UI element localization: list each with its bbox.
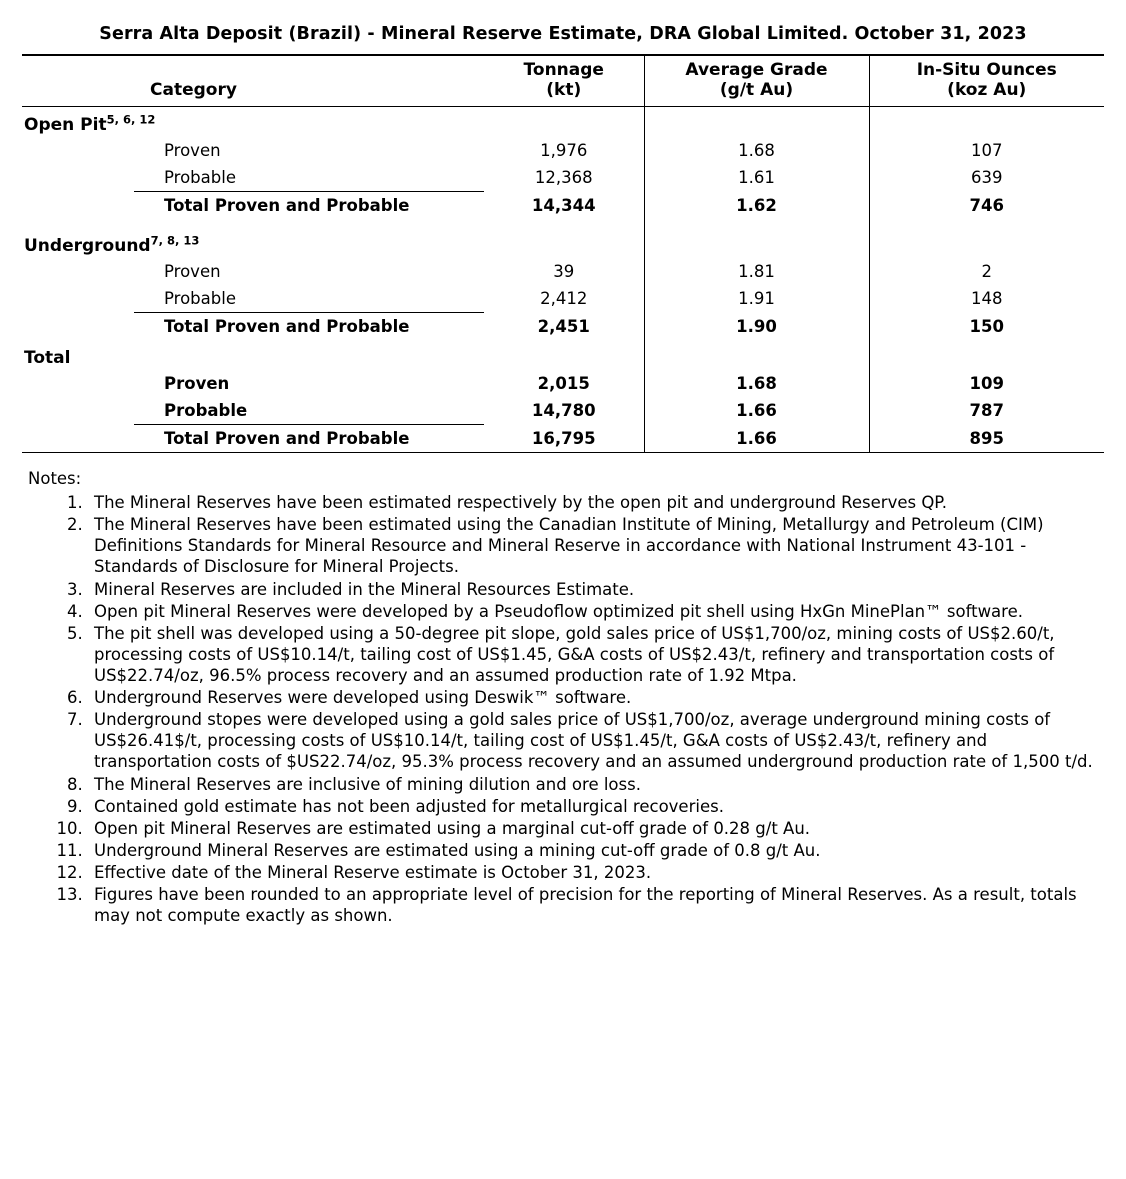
row-ounces: 746 (869, 192, 1104, 220)
row-ounces: 895 (869, 425, 1104, 453)
list-item: 10. Open pit Mineral Reserves are estimated using a marginal cut-off grade of 0.28 g/t Au. (88, 818, 1104, 839)
row-grade: 1.61 (644, 164, 869, 192)
section-label-underground: Underground (24, 236, 151, 257)
row-indent (22, 370, 134, 397)
section-pad-2 (644, 228, 869, 258)
header-grade (644, 55, 869, 107)
section-pad-1 (484, 107, 644, 138)
list-item: 8. The Mineral Reserves are inclusive of mining dilution and ore loss. (88, 774, 1104, 795)
row-ounces: 639 (869, 164, 1104, 192)
table-row-total (22, 425, 1104, 453)
row-tonnage: 2,015 (537, 374, 590, 394)
section-header-open-pit (22, 107, 1104, 138)
rule-cell (644, 453, 869, 454)
table-row-total (22, 313, 1104, 341)
row-grade: 1.68 (644, 137, 869, 164)
header-tonnage (484, 55, 644, 107)
section-header-underground (22, 228, 1104, 258)
row-grade: 1.90 (644, 313, 869, 341)
section-pad-3 (869, 340, 1104, 370)
row-tonnage: 14,344 (531, 195, 596, 215)
list-item: 1. The Mineral Reserves have been estimated respectively by the open pit and underground Reserves QP. (88, 492, 1104, 513)
row-ounces: 109 (869, 370, 1104, 397)
row-grade: 1.81 (644, 258, 869, 285)
list-item: 9. Contained gold estimate has not been adjusted for metallurgical recoveries. (88, 796, 1104, 817)
row-grade: 1.68 (644, 370, 869, 397)
list-item: 13. Figures have been rounded to an appropriate level of precision for the reporting of Mineral Reserves. As a result, totals may not compute exactly as shown. (88, 884, 1104, 926)
row-category: Probable (134, 397, 484, 425)
row-tonnage: 39 (553, 262, 575, 282)
section-label-open-pit: Open Pit (24, 115, 107, 136)
row-tonnage: 12,368 (534, 168, 593, 188)
notes-list (22, 492, 1104, 926)
header-grade-unit: (g/t Au) (719, 80, 794, 101)
row-category: Total Proven and Probable (164, 196, 410, 216)
section-pad-3 (869, 107, 1104, 138)
row-tonnage: 2,451 (537, 316, 590, 336)
row-category: Total Proven and Probable (164, 317, 410, 337)
spacer-cell (22, 219, 134, 228)
section-footnotes-open-pit: 5, 6, 12 (106, 112, 156, 127)
section-label-cell (22, 107, 484, 138)
header-blank (22, 55, 134, 107)
section-pad-3 (869, 228, 1104, 258)
table-row (22, 258, 1104, 285)
row-indent (22, 192, 134, 220)
header-grade-label: Average Grade (685, 60, 828, 80)
rule-cell (869, 453, 1104, 454)
row-indent (22, 397, 134, 425)
section-label-cell (22, 340, 484, 370)
header-tonnage-label: Tonnage (523, 60, 604, 80)
spacer-cell (484, 219, 644, 228)
list-item: 5. The pit shell was developed using a 50-degree pit slope, gold sales price of US$1,700/oz, mining costs of US$2.60/t, processing costs of US$10.14/t, tailing cost of US$1.45, G&A costs of US$2.43/t, refinery and transportation costs of US$22.74/oz, 96.5% process recovery and an assumed production rate of 1.92 Mtpa. (88, 623, 1104, 686)
list-item: 11. Underground Mineral Reserves are estimated using a mining cut-off grade of 0.8 g/t Au. (88, 840, 1104, 861)
list-item: 7. Underground stopes were developed using a gold sales price of US$1,700/oz, average underground mining costs of US$26.41$/t, processing costs of US$10.14/t, tailing cost of US$1.45/t, G&A costs of US$2.43/t, refinery and transportation costs of $US22.74/oz, 95.3% process recovery and an assumed underground production rate of 1,500 t/d. (88, 709, 1104, 772)
section-label-cell (22, 228, 484, 258)
row-grade: 1.66 (644, 425, 869, 453)
section-pad-2 (644, 340, 869, 370)
section-pad-1 (484, 228, 644, 258)
table-row-total (22, 192, 1104, 220)
table-row (22, 285, 1104, 313)
list-item: 2. The Mineral Reserves have been estimated using the Canadian Institute of Mining, Metallurgy and Petroleum (CIM) Definitions Standards for Mineral Resource and Mineral Reserve in accordance with National Instrument 43-101 - Standards of Disclosure for Mineral Projects. (88, 514, 1104, 577)
rule-cell (484, 453, 644, 454)
header-tonnage-unit: (kt) (546, 80, 582, 101)
row-ounces: 107 (869, 137, 1104, 164)
row-tonnage: 16,795 (531, 428, 596, 448)
list-item: 12. Effective date of the Mineral Reserve estimate is October 31, 2023. (88, 862, 1104, 883)
row-tonnage: 2,412 (540, 289, 588, 309)
page-title: Serra Alta Deposit (Brazil) - Mineral Reserve Estimate, DRA Global Limited. October 31, 2023 (99, 24, 1027, 44)
row-ounces: 150 (869, 313, 1104, 341)
mineral-reserve-table (22, 54, 1104, 453)
spacer-cell (134, 219, 484, 228)
table-header-row (22, 55, 1104, 107)
row-grade: 1.91 (644, 285, 869, 313)
row-indent (22, 164, 134, 192)
row-indent (22, 313, 134, 341)
table-row (22, 370, 1104, 397)
header-ounces-unit: (koz Au) (947, 80, 1027, 101)
row-ounces: 2 (869, 258, 1104, 285)
row-ounces: 148 (869, 285, 1104, 313)
table-row (22, 397, 1104, 425)
spacer-cell (869, 219, 1104, 228)
header-ounces-label: In-Situ Ounces (916, 60, 1057, 80)
rule-cell (22, 453, 134, 454)
row-category: Proven (164, 141, 221, 161)
section-pad-2 (644, 107, 869, 138)
table-body (22, 55, 1104, 453)
row-ounces: 787 (869, 397, 1104, 425)
header-ounces (869, 55, 1104, 107)
list-item: 3. Mineral Reserves are included in the Mineral Resources Estimate. (88, 579, 1104, 600)
table-row (22, 164, 1104, 192)
row-tonnage: 1,976 (540, 141, 588, 161)
section-spacer (22, 219, 1104, 228)
header-category: Category (134, 55, 484, 107)
section-footnotes-underground: 7, 8, 13 (150, 233, 200, 248)
list-item: 4. Open pit Mineral Reserves were developed by a Pseudoflow optimized pit shell using HxGn MinePlan™ software. (88, 601, 1104, 622)
section-pad-1 (484, 340, 644, 370)
row-category: Probable (134, 164, 484, 192)
row-category: Probable (134, 285, 484, 313)
list-item: 6. Underground Reserves were developed using Deswik™ software. (88, 687, 1104, 708)
section-header-total (22, 340, 1104, 370)
row-grade: 1.66 (644, 397, 869, 425)
row-indent (22, 258, 134, 285)
row-tonnage: 14,780 (531, 401, 596, 421)
row-grade: 1.62 (644, 192, 869, 220)
row-category: Proven (164, 262, 221, 282)
row-indent (22, 425, 134, 453)
notes-heading: Notes: (28, 469, 82, 489)
row-indent (22, 137, 134, 164)
row-category: Proven (164, 374, 230, 394)
row-category: Total Proven and Probable (164, 429, 410, 449)
section-label-total: Total (24, 348, 71, 369)
table-bottom-rule (22, 453, 1104, 454)
table-row (22, 137, 1104, 164)
spacer-cell (644, 219, 869, 228)
rule-cell (134, 453, 484, 454)
row-indent (22, 285, 134, 313)
